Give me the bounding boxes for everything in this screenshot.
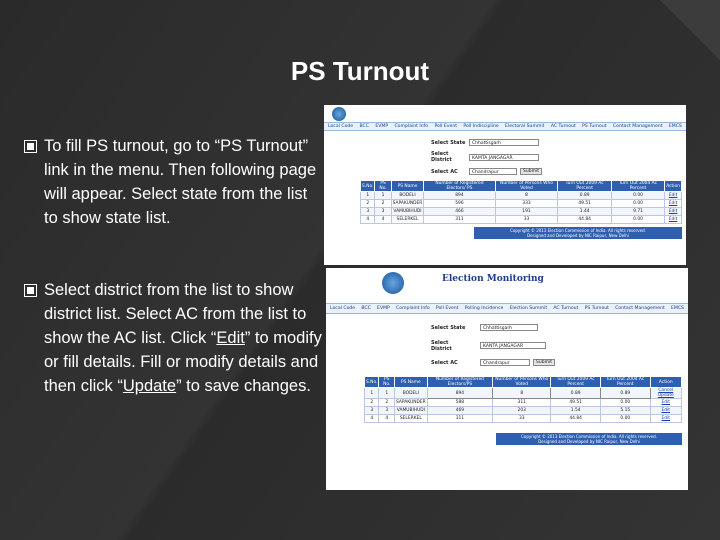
ac-label: Select AC: [431, 360, 458, 366]
ps-table: [364, 376, 682, 423]
col-header: Turn Out 2004 Ac Percent: [600, 377, 650, 388]
ps-table: [360, 180, 682, 224]
menu-item[interactable]: BCC: [359, 124, 369, 129]
col-header: Action: [650, 377, 681, 388]
table-row: 2 2 SAPAKUNDER 588 311 49.51 0.00 Edit: [365, 399, 682, 407]
bullet-ps-turnout: [24, 134, 324, 230]
edit-word: Edit: [216, 329, 245, 347]
corner-decoration: [660, 0, 720, 60]
submit-button[interactable]: Submit: [533, 359, 555, 366]
table-row: 3 3 VAMUBIHUDI 466 191 1.44 9.71 Edit: [361, 208, 682, 216]
col-header: PS No.: [379, 377, 395, 388]
cancel-update-link[interactable]: Cancel Update: [650, 388, 681, 399]
district-select[interactable]: KANTA JANGAGAR: [480, 342, 546, 349]
submit-button[interactable]: Submit: [520, 168, 542, 175]
table-header-row: [365, 377, 682, 388]
header-title: Election Monitoring: [442, 274, 544, 284]
col-header: S.No.: [361, 181, 375, 192]
menu-item-ps-turnout[interactable]: PS Turnout: [584, 306, 609, 311]
menu-item[interactable]: Contact Management: [612, 124, 663, 129]
edit-link[interactable]: Edit: [665, 192, 682, 200]
menu-item[interactable]: AC Turnout: [550, 124, 576, 129]
col-header: Number of Persons Who Voted: [493, 377, 551, 388]
menu-item[interactable]: Election Summit: [509, 306, 548, 311]
menu-item[interactable]: Local Code: [330, 306, 356, 311]
screenshot-election-monitoring-page: [326, 268, 688, 490]
menu-item[interactable]: Poll Event: [435, 306, 459, 311]
bullet-text: Select district from the list to show district list. Select AC from the list to show the AC list. Click “Edit” to modify or fill details. Fill or modify details and then click “Update” to save changes.: [44, 281, 322, 395]
update-word: Update: [122, 377, 177, 395]
col-header: Turn Out 2004 Ac Percent: [611, 181, 664, 192]
menu-item[interactable]: Local Code: [328, 124, 354, 129]
edit-link[interactable]: Edit: [665, 200, 682, 208]
table-row: 3 3 VAMUBIHUDI 469 203 1.54 5.15 Edit: [365, 407, 682, 415]
col-header: Number of Registered Electors/PS: [427, 377, 492, 388]
table-header-row: [361, 181, 682, 192]
edit-link[interactable]: Edit: [665, 208, 682, 216]
edit-link[interactable]: Edit: [665, 216, 682, 224]
menu-item[interactable]: Poll Event: [434, 124, 458, 129]
menu-item[interactable]: Electoral Summit: [505, 124, 545, 129]
edit-link[interactable]: Edit: [650, 399, 681, 407]
col-header: Turn Out 2009 Ac Percent: [551, 377, 601, 388]
bullet-text: To fill PS turnout, go to “PS Turnout” link in the menu. Then following page will appear. Select state from the list to show state list.: [44, 137, 317, 227]
filter-form: [324, 105, 686, 185]
filter-form: [326, 268, 688, 378]
menu-item[interactable]: AC Turnout: [553, 306, 579, 311]
state-select[interactable]: Chhattisgarh: [469, 139, 539, 146]
menu-item[interactable]: Poll Indiscipline: [463, 124, 499, 129]
table-row: 4 4 SELERKEL 311 33 44.84 0.00 Edit: [361, 216, 682, 224]
district-label: Select District: [431, 340, 452, 352]
district-select[interactable]: KAMTA JANGAGAR: [469, 154, 539, 161]
slide-title: PS Turnout: [290, 56, 430, 86]
checkbox-bullet-icon: [24, 284, 37, 297]
ac-label: Select AC: [431, 169, 458, 175]
edit-link[interactable]: Edit: [650, 407, 681, 415]
table-row: 2 2 SAPAKUNDER 596 333 49.51 0.00 Edit: [361, 200, 682, 208]
page-footer: Copyright © 2013 Election Commission of India. All rights reserved. Designed and Developed by NIC Raipur, New Delhi: [496, 433, 682, 445]
state-label: Select State: [431, 140, 466, 146]
menu-item[interactable]: Polling Incidence: [464, 306, 504, 311]
menu-item[interactable]: BCC: [361, 306, 371, 311]
col-header: PS Name: [394, 377, 427, 388]
menu-item[interactable]: Complaint Info: [394, 124, 429, 129]
menu-item-ps-turnout[interactable]: PS Turnout: [582, 124, 607, 129]
menu-item[interactable]: EMCS: [668, 124, 682, 129]
col-header: Number of Persons Who Voted: [495, 181, 558, 192]
menu-item[interactable]: Contact Management: [615, 306, 665, 311]
ac-select[interactable]: Chandrapur: [469, 168, 517, 175]
col-header: Action: [665, 181, 682, 192]
menu-item[interactable]: EVMP: [377, 306, 390, 311]
menu-item[interactable]: EVMP: [375, 124, 389, 129]
table-row: 4 4 SELERKEL 311 33 44.84 0.00 Edit: [365, 415, 682, 423]
menu-item[interactable]: Complaint Info: [396, 306, 430, 311]
col-header: PS Name: [391, 181, 424, 192]
district-label: Select District: [431, 151, 452, 163]
col-header: Turn Out 2009 Ac Percent: [558, 181, 611, 192]
col-header: PS No.: [375, 181, 391, 192]
state-select[interactable]: Chhattisgarh: [480, 324, 538, 331]
page-footer: Copyright © 2013 Election Commission of India. All rights reserved. Designed and Developed by NIC Raipur, New Delhi: [474, 227, 682, 239]
col-header: Number of Registered Electors/ PS: [424, 181, 495, 192]
menu-item[interactable]: EMCS: [670, 306, 684, 311]
table-row: 1 1 BODELI 894 8 0.89 0.00 Edit: [361, 192, 682, 200]
bullet-select-district: [24, 278, 324, 398]
edit-link[interactable]: Edit: [650, 415, 681, 423]
ac-select[interactable]: Chandrapur: [480, 359, 530, 366]
screenshot-ps-turnout-page: [324, 105, 686, 265]
col-header: S.No.: [365, 377, 379, 388]
state-label: Select State: [431, 325, 466, 331]
checkbox-bullet-icon: [24, 140, 37, 153]
table-row-editing: 1 1 BODELI 894 8 0.89 0.89 Cancel Update: [365, 388, 682, 399]
